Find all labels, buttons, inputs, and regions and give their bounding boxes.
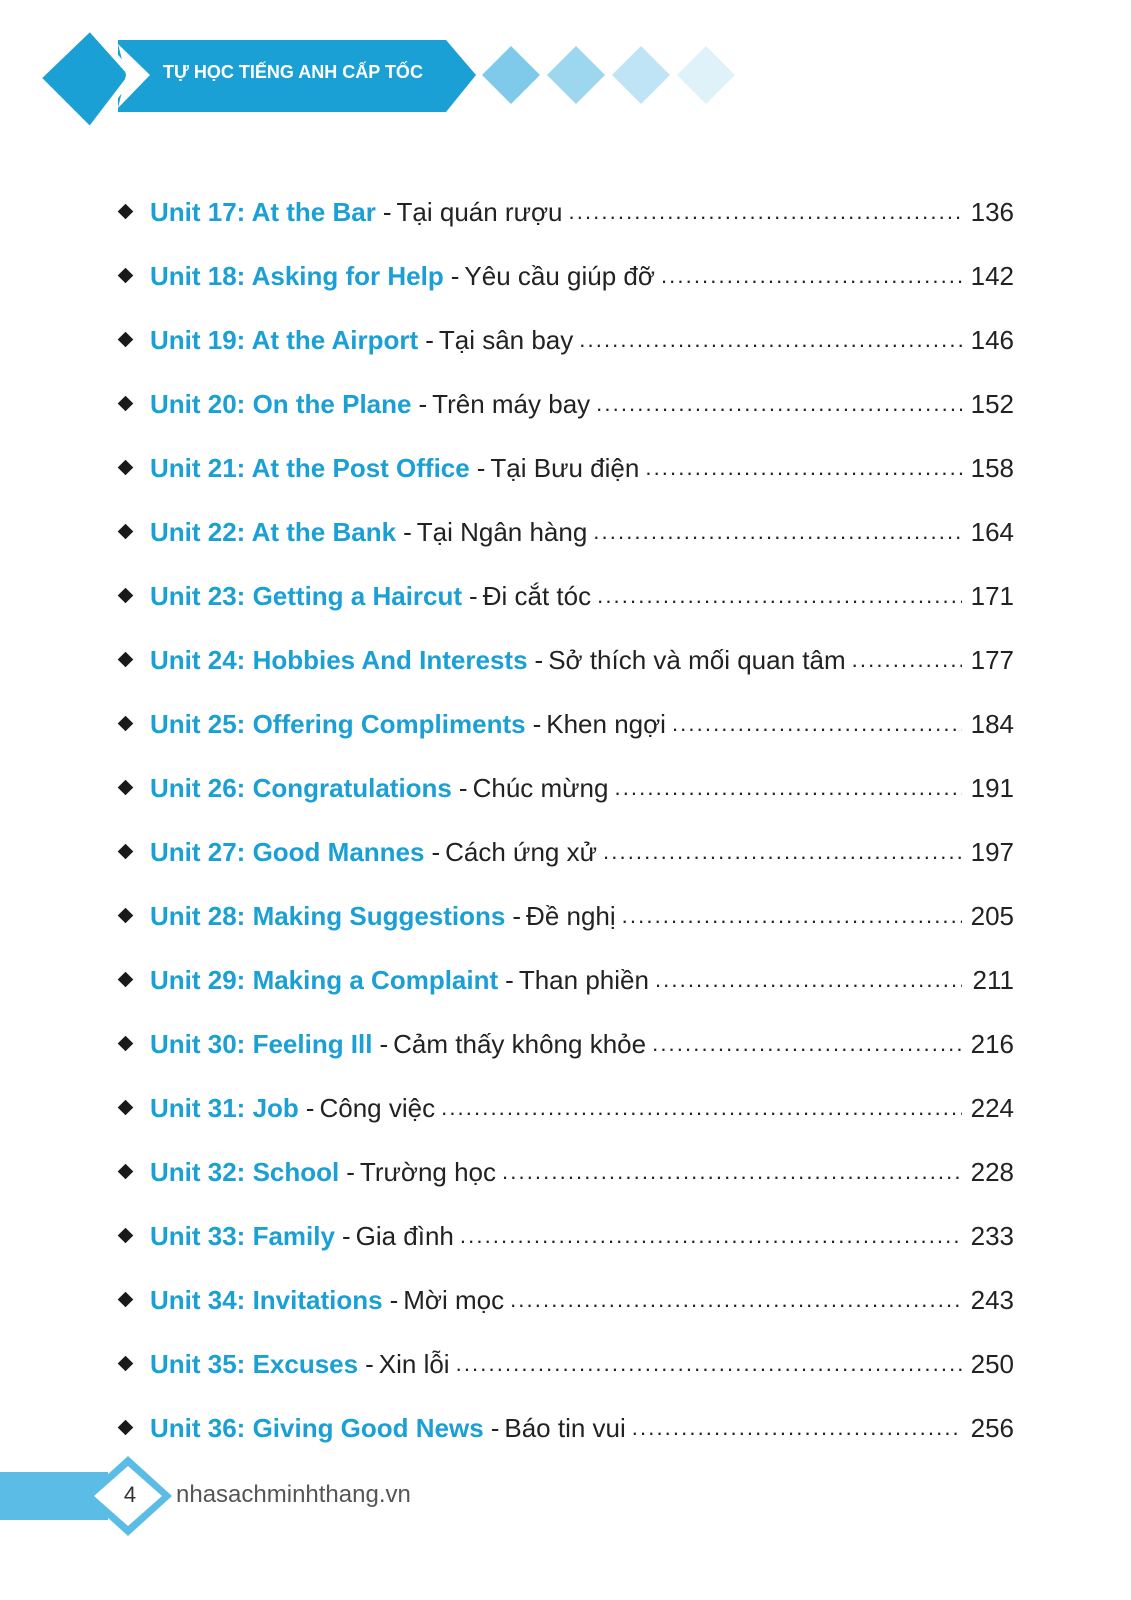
toc-separator: - [341, 1220, 351, 1251]
bullet-diamond-icon [118, 1292, 134, 1308]
toc-unit-title: Unit 28: Making Suggestions [150, 900, 506, 931]
toc-item[interactable] [118, 1076, 1014, 1140]
toc-unit-title: Unit 25: Offering Compliments [150, 708, 526, 739]
decor-diamond-2-icon [547, 46, 605, 104]
toc-item[interactable] [118, 1012, 1014, 1076]
toc-separator: - [476, 452, 486, 483]
toc-unit-title: Unit 31: Job [150, 1092, 299, 1123]
toc-unit-title: Unit 35: Excuses [150, 1348, 359, 1379]
toc-leader-dots [632, 1415, 962, 1441]
toc-separator: - [505, 964, 514, 995]
toc-vi-title: Trường học [359, 1156, 497, 1187]
toc-unit-title: Unit 34: Invitations [150, 1284, 383, 1315]
toc-leader-dots [603, 839, 962, 865]
toc-separator: - [469, 580, 478, 611]
toc-separator: - [512, 900, 522, 931]
toc-page-number: 152 [970, 388, 1014, 419]
toc-unit-title: Unit 19: At the Airport [150, 324, 419, 355]
bullet-diamond-icon [118, 1164, 134, 1180]
toc-item[interactable] [118, 820, 1014, 884]
toc-leader-dots [593, 519, 962, 545]
page-footer [0, 1450, 1131, 1550]
toc-page-number: 256 [970, 1412, 1014, 1443]
toc-separator: - [490, 1412, 500, 1443]
toc-leader-dots [441, 1095, 962, 1121]
toc-unit-title: Unit 30: Feeling Ill [150, 1028, 373, 1059]
toc-unit-title: Unit 21: At the Post Office [150, 452, 470, 483]
toc-separator: - [389, 1284, 399, 1315]
bullet-diamond-icon [118, 1228, 134, 1244]
toc-vi-title: Khen ngợi [546, 708, 666, 739]
toc-page-number: 205 [970, 900, 1014, 931]
toc-vi-title: Tại sân bay [438, 324, 574, 355]
toc-page-number: 243 [970, 1284, 1014, 1315]
bullet-diamond-icon [118, 1036, 134, 1052]
toc-page-number: 228 [970, 1156, 1014, 1187]
toc-leader-dots [614, 775, 962, 801]
table-of-contents [118, 180, 1014, 1460]
toc-item[interactable] [118, 884, 1014, 948]
toc-leader-dots [596, 391, 962, 417]
toc-page-number: 191 [970, 772, 1014, 803]
toc-item[interactable] [118, 1268, 1014, 1332]
toc-unit-title: Unit 27: Good Mannes [150, 836, 425, 867]
toc-vi-title: Cách ứng xử [445, 836, 598, 867]
toc-item[interactable] [118, 1204, 1014, 1268]
toc-separator: - [418, 388, 428, 419]
toc-separator: - [403, 516, 412, 547]
toc-vi-title: Cảm thấy không khỏe [393, 1028, 647, 1059]
toc-vi-title: Yêu cầu giúp đỡ [464, 260, 655, 291]
footer-page-number: 4 [123, 1482, 137, 1507]
toc-leader-dots [655, 967, 962, 993]
toc-vi-title: Tại quán rượu [396, 196, 563, 227]
toc-page-number: 164 [970, 516, 1014, 547]
toc-unit-title: Unit 26: Congratulations [150, 772, 452, 803]
toc-vi-title: Đi cắt tóc [482, 580, 592, 611]
toc-page-number: 171 [970, 580, 1014, 611]
toc-leader-dots [460, 1223, 962, 1249]
bullet-diamond-icon [118, 972, 134, 988]
toc-vi-title: Xin lỗi [378, 1348, 450, 1379]
toc-leader-dots [622, 903, 962, 929]
decor-diamond-3-icon [612, 46, 670, 104]
bullet-diamond-icon [118, 780, 134, 796]
toc-item[interactable] [118, 948, 1014, 1012]
toc-vi-title: Tại Ngân hàng [416, 516, 588, 547]
bullet-diamond-icon [118, 268, 134, 284]
toc-page-number: 136 [970, 196, 1014, 227]
toc-page-number: 211 [972, 964, 1014, 995]
toc-leader-dots [645, 455, 962, 481]
bullet-diamond-icon [118, 716, 134, 732]
toc-unit-title: Unit 24: Hobbies And Interests [150, 644, 528, 675]
toc-unit-title: Unit 18: Asking for Help [150, 260, 444, 291]
toc-leader-dots [852, 647, 962, 673]
toc-vi-title: Mời mọc [403, 1284, 505, 1315]
page-header [0, 0, 1131, 150]
toc-page-number: 146 [970, 324, 1014, 355]
toc-item[interactable] [118, 1140, 1014, 1204]
toc-separator: - [379, 1028, 389, 1059]
toc-unit-title: Unit 17: At the Bar [150, 196, 376, 227]
header-diamond-icon [38, 28, 132, 130]
toc-item[interactable] [118, 628, 1014, 692]
bullet-diamond-icon [118, 460, 134, 476]
toc-page-number: 197 [970, 836, 1014, 867]
toc-vi-title: Đề nghị [526, 900, 616, 931]
toc-separator: - [431, 836, 441, 867]
toc-leader-dots [510, 1287, 962, 1313]
toc-item[interactable] [118, 1332, 1014, 1396]
bullet-diamond-icon [118, 1100, 134, 1116]
toc-unit-title: Unit 36: Giving Good News [150, 1412, 484, 1443]
toc-page-number: 142 [970, 260, 1014, 291]
toc-unit-title: Unit 29: Making a Complaint [150, 964, 499, 995]
toc-leader-dots [502, 1159, 962, 1185]
toc-item[interactable] [118, 244, 1014, 308]
toc-leader-dots [672, 711, 962, 737]
decor-diamond-1-icon [482, 46, 540, 104]
toc-vi-title: Công việc [319, 1092, 436, 1123]
bullet-diamond-icon [118, 332, 134, 348]
toc-separator: - [346, 1156, 355, 1187]
toc-separator: - [532, 708, 542, 739]
toc-item[interactable] [118, 692, 1014, 756]
toc-separator: - [382, 196, 392, 227]
bullet-diamond-icon [118, 1420, 134, 1436]
toc-unit-title: Unit 22: At the Bank [150, 516, 397, 547]
toc-leader-dots [652, 1031, 962, 1057]
bullet-diamond-icon [118, 588, 134, 604]
toc-vi-title: Than phiền [518, 964, 649, 995]
toc-vi-title: Báo tin vui [504, 1412, 626, 1443]
toc-separator: - [365, 1348, 374, 1379]
toc-separator: - [425, 324, 434, 355]
toc-vi-title: Trên máy bay [432, 388, 591, 419]
decor-diamond-4-icon [677, 46, 735, 104]
bullet-diamond-icon [118, 652, 134, 668]
toc-separator: - [534, 644, 544, 675]
bullet-diamond-icon [118, 396, 134, 412]
bullet-diamond-icon [118, 524, 134, 540]
toc-page-number: 233 [970, 1220, 1014, 1251]
toc-separator: - [305, 1092, 315, 1123]
toc-leader-dots [661, 263, 962, 289]
toc-page-number: 250 [970, 1348, 1014, 1379]
bullet-diamond-icon [118, 844, 134, 860]
toc-unit-title: Unit 32: School [150, 1156, 340, 1187]
toc-page-number: 158 [970, 452, 1014, 483]
toc-page-number: 184 [970, 708, 1014, 739]
toc-page-number: 216 [970, 1028, 1014, 1059]
toc-page-number: 177 [970, 644, 1014, 675]
toc-unit-title: Unit 20: On the Plane [150, 388, 412, 419]
toc-page-number: 224 [970, 1092, 1014, 1123]
toc-vi-title: Tại Bưu điện [490, 452, 640, 483]
toc-leader-dots [597, 583, 962, 609]
header-title: TỰ HỌC TIẾNG ANH CẤP TỐC [163, 62, 423, 82]
footer-website[interactable]: nhasachminhthang.vn [176, 1481, 411, 1508]
bullet-diamond-icon [118, 1356, 134, 1372]
toc-vi-title: Chúc mừng [472, 772, 609, 803]
toc-unit-title: Unit 23: Getting a Haircut [150, 580, 463, 611]
toc-item[interactable] [118, 500, 1014, 564]
toc-vi-title: Gia đình [355, 1220, 454, 1251]
toc-leader-dots [456, 1351, 962, 1377]
toc-item[interactable] [118, 436, 1014, 500]
toc-separator: - [450, 260, 460, 291]
toc-item[interactable] [118, 180, 1014, 244]
toc-vi-title: Sở thích và mối quan tâm [548, 644, 846, 675]
toc-leader-dots [569, 199, 963, 225]
toc-item[interactable] [118, 372, 1014, 436]
bullet-diamond-icon [118, 204, 134, 220]
toc-separator: - [458, 772, 468, 803]
toc-item[interactable] [118, 308, 1014, 372]
toc-unit-title: Unit 33: Family [150, 1220, 335, 1251]
toc-leader-dots [579, 327, 962, 353]
toc-item[interactable] [118, 756, 1014, 820]
toc-item[interactable] [118, 564, 1014, 628]
bullet-diamond-icon [118, 908, 134, 924]
